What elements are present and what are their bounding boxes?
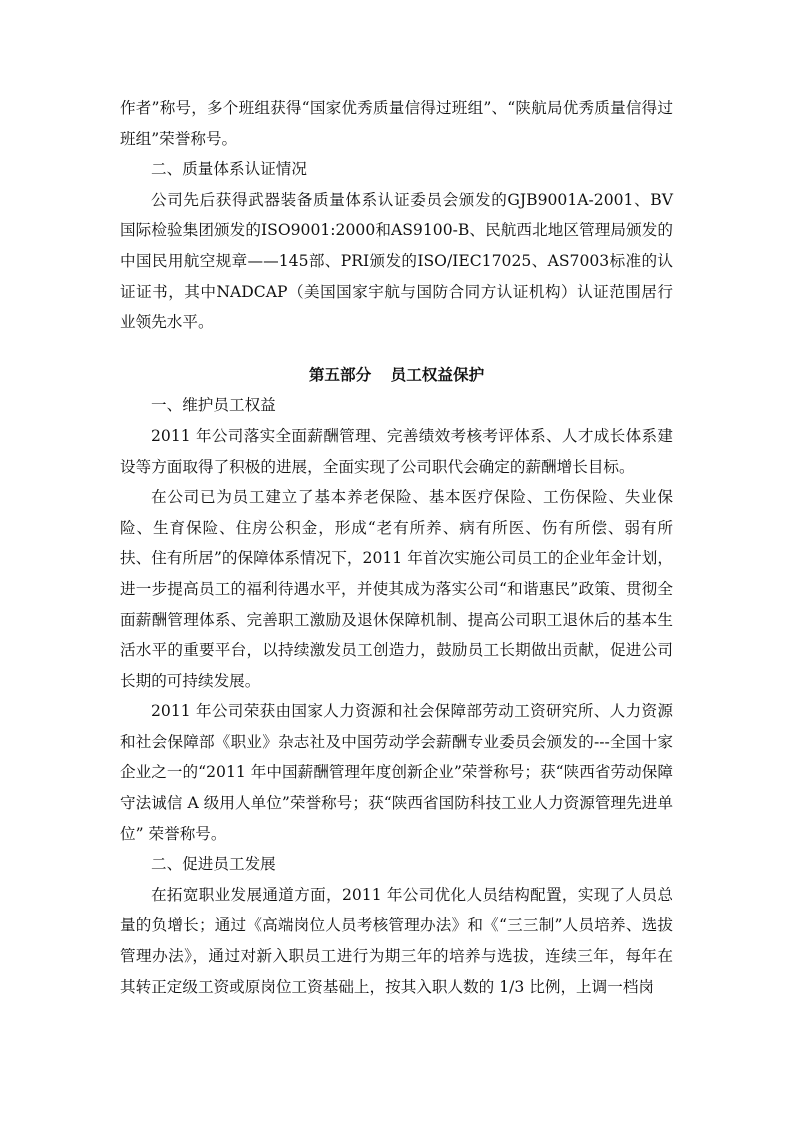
subheading-employee-development: 二、促进员工发展 — [151, 855, 276, 874]
paragraph-certifications: 公司先后获得武器装备质量体系认证委员会颁发的GJB9001A-2001、BV国际检验集团颁发的ISO9001:2000和AS9100-B、民航西北地区管理局颁发的中国民用航空规章——145部、PRI颁发的ISO/IEC17025、AS7003标准的认证证书，其中NADCAP（美国国家宇航与国防合同方认证机构）认证范围居行业领先水平。 — [120, 190, 673, 332]
subheading-quality-certification: 二、质量体系认证情况 — [151, 160, 307, 179]
paragraph-compensation: 2011 年公司落实全面薪酬管理、完善绩效考核考评体系、人才成长体系建设等方面取得了积极的进展，全面实现了公司职代会确定的薪酬增长目标。 — [120, 426, 673, 476]
paragraph-honors: 2011 年公司荣获由国家人力资源和社会保障部劳动工资研究所、人力资源和社会保障部《职业》杂志社及中国劳动学会薪酬专业委员会颁发的---全国十家企业之一的“2011 年中国薪酬管理年度创新企业”荣誉称号；获“陕西省劳动保障守法诚信 A 级用人单位”荣誉称号；获“陕西省国防科技工业人力资源管理先进单位” 荣誉称号。 — [120, 702, 673, 843]
subheading-employee-rights: 一、维护员工权益 — [151, 396, 276, 415]
paragraph-insurance-annuity: 在公司已为员工建立了基本养老保险、基本医疗保险、工伤保险、失业保险、生育保险、住房公积金，形成“老有所养、病有所医、伤有所偿、弱有所扶、住有所居”的保障体系情况下，2011 年首次实施公司员工的企业年金计划，进一步提高员工的福利待遇水平，并使其成为落实公司“和谐惠民”政策、贯彻全面薪酬管理体系、完善职工激励及退休保障机制、提高公司职工退休后的基本生活水平的重要平台，以持续激发员工创造力，鼓励员工长期做出贡献，促进公司长期的可持续发展。 — [120, 488, 673, 690]
document-page — [120, 93, 673, 1002]
paragraph-continuation: 作者”称号，多个班组获得“国家优秀质量信得过班组”、“陕航局优秀质量信得过班组”荣誉称号。 — [120, 99, 673, 148]
section-title: 第五部分 员工权益保护 — [308, 365, 485, 384]
paragraph-career-development: 在拓宽职业发展通道方面，2011 年公司优化人员结构配置，实现了人员总量的负增长；通过《高端岗位人员考核管理办法》和《“三三制”人员培养、选拔管理办法》，通过对新入职员工进行为期三年的培养与选拔，连续三年，每年在其转正定级工资或原岗位工资基础上，按其入职人数的 1/3 比例，上调一档岗 — [120, 885, 673, 996]
